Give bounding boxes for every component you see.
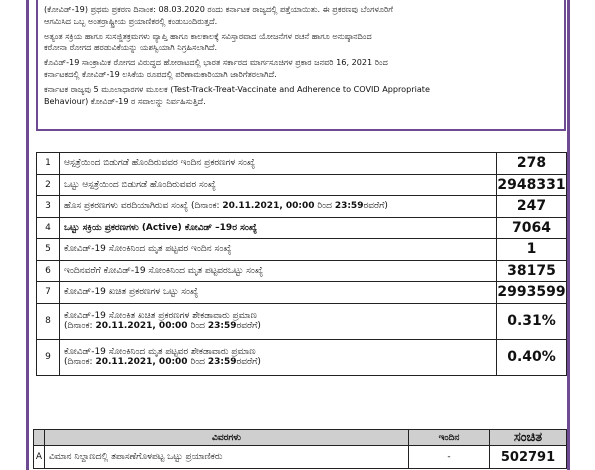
row-id: A (34, 446, 45, 469)
row-value: 278 (497, 153, 567, 175)
row-label: ಇಂದಿನವರೆಗೆ ಕೋವಿಡ್-19 ಸೋಂಕಿನಿಂದ ಮೃತ ಪಟ್ಟವರಒಟ್ಟು ಸಂಖ್ಯೆ (60, 260, 497, 282)
row-value: 7064 (497, 217, 567, 239)
label-subline (64, 357, 492, 367)
label-text: (ದಿನಾಂಕ: (64, 321, 96, 331)
table-row (37, 260, 567, 282)
row-number: 5 (37, 239, 60, 261)
details-table (33, 429, 567, 469)
header-cell: ವಿವರಗಳು (45, 430, 409, 446)
intro-line: ಕರೋನಾ ರೋಗದ ಹರಡುವಿಕೆಯನ್ನು ಯಶಸ್ವಿಯಾಗಿ ನಿಗ್ರಹಿಸಲಾಗಿದೆ. (44, 42, 218, 53)
row-number: 8 (37, 303, 60, 339)
label-text: ರಿಂದ (187, 321, 208, 331)
header-cell: ಇಂದಿನ (409, 430, 490, 446)
row-today: - (409, 446, 490, 469)
table-row (37, 174, 567, 196)
row-number: 2 (37, 174, 60, 196)
label-text: (ದಿನಾಂಕ: (64, 357, 96, 367)
label-subline (64, 321, 492, 331)
row-value: 247 (497, 196, 567, 218)
row-number: 6 (37, 260, 60, 282)
row-number: 1 (37, 153, 60, 175)
row-label (60, 303, 497, 339)
row-number: 9 (37, 339, 60, 375)
intro-line: Behaviour) ಕೋವಿಡ್-19 ರ ಸವಾಲನ್ನು ನಿರ್ವಹಿಸುತ್ತಿದೆ. (44, 95, 206, 106)
row-number: 4 (37, 217, 60, 239)
intro-box (36, 0, 566, 131)
time-text: 23:59 (207, 321, 237, 331)
table-row (37, 339, 567, 375)
row-label: ಕೋವಿಡ್-19 ಸೋಂಕಿನಿಂದ ಮೃತ ಪಟ್ಟವರ ಇಂದಿನ ಸಂಖ್ಯೆ (60, 239, 497, 261)
table-row (37, 303, 567, 339)
row-number: 3 (37, 196, 60, 218)
row-value: 2948331 (497, 174, 567, 196)
row-label: ಒಟ್ಟು ಆಸ್ಪತ್ರೆಯಿಂದ ಬಿಡುಗಡೆ ಹೊಂದಿರುವವರ ಸಂಖ್ಯೆ (60, 174, 497, 196)
row-value: 2993599 (497, 282, 567, 304)
table-header-row (34, 430, 567, 446)
stats-table (36, 152, 567, 376)
header-cell: ಸಂಚಿತ (490, 430, 567, 446)
date-text: 20.11.2021, 00:00 (95, 321, 188, 331)
row-label: ಆಸ್ಪತ್ರೆಯಿಂದ ಬಿಡುಗಡೆ ಹೊಂದಿರುವವರ ಇಂದಿನ ಪ್ರಕರಣಗಳ ಸಂಖ್ಯೆ (60, 153, 497, 175)
table-row (37, 239, 567, 261)
table-row (37, 196, 567, 218)
label-text: ಕೋವಿಡ್-19 ಸೋಂಕಿನಿಂದ ಮೃತ ಪಟ್ಟವರ ಶೇಕಡಾವಾರು ಪ್ರಮಾಣ (64, 347, 256, 357)
intro-line: ಆಗಮಿಸಿದ ಒಬ್ಬ ಅಂತರ್ರಾಷ್ಟ್ರೀಯ ಪ್ರಯಾಣಿಕರಲ್ಲಿ ಕಂಡುಬಂದಿರುತ್ತದೆ. (44, 15, 218, 26)
bold-label: ಒಟ್ಟು ಸಕ್ರಿಯ ಪ್ರಕರಣಗಳು (Active) ಕೋವಿಡ್ –19ರ ಸಂಖ್ಯೆ (64, 222, 258, 233)
label-text: ಹೊಸ ಪ್ರಕರಣಗಳು ವರದಿಯಾಗಿರುವ ಸಂಖ್ಯೆ (ದಿನಾಂಕ: (64, 201, 223, 212)
row-value: 38175 (497, 260, 567, 282)
intro-line: ಕರ್ನಾಟಕ ರಾಜ್ಯವು 5 ಮೂಲಾಧಾರಗಳ ಮೂಲಕ (Test-Track-Treat-Vaccinate and Adherence to COVID Appropriate (44, 83, 430, 94)
label-text: ರವರೆಗೆ) (236, 321, 261, 331)
label-text: ರಿಂದ (314, 201, 335, 212)
row-label (60, 196, 497, 218)
label-text: ರವರೆಗೆ) (236, 357, 261, 367)
date-text: 20.11.2021, 00:00 (95, 357, 188, 367)
row-cumulative: 502791 (490, 446, 567, 469)
row-number: 7 (37, 282, 60, 304)
row-value: 0.40% (497, 339, 567, 375)
intro-line: (ಕೋವಿಡ್-19) ಪ್ರಥಮ ಪ್ರಕರಣ ದಿನಾಂಕ: 08.03.2020 ರಂದು ಕರ್ನಾಟಕ ರಾಜ್ಯದಲ್ಲಿ ಪತ್ತೆಯಾಯಿತು. ಈ ಪ್ರಕರಣವು ಬೆಂಗಳೂರಿಗೆ (44, 4, 394, 14)
table-row (37, 282, 567, 304)
label-text: ರವರೆಗೆ) (363, 201, 388, 212)
row-label (60, 339, 497, 375)
intro-line: ಕೊವಿಡ್-19 ಸಾಂಕ್ರಾಮಿಕ ರೋಗದ ವಿರುದ್ಧದ ಹೋರಾಟದಲ್ಲಿ ಭಾರತ ಸರ್ಕಾರದ ಮಾರ್ಗಸೂಚಿಗಳ ಪ್ರಕಾರ ಜನವರಿ 16, 2021 ರಿಂದ (44, 57, 388, 68)
time-text: 23:59 (207, 357, 237, 367)
time-text: 23:59 (334, 201, 364, 212)
intro-line: ಅತ್ಯಂತ ಸಕ್ರಿಯ ಹಾಗೂ ಸುಸಜ್ಜಿತಕ್ರಮಗಳು ವ್ಯಾಪ್ತಿ ಹಾಗೂ ಕಾಲಕಾಲಕ್ಕೆ ಸವಿಸ್ತಾರವಾದ ಯೋಜನೆಗಳ ರಚನೆ ಹಾಗೂ ಅನುಷ್ಠಾನದಿಂದ (44, 30, 372, 41)
table-row (37, 153, 567, 175)
row-label: ಕೋವಿಡ್-19 ಖಚಿತ ಪ್ರಕರಣಗಳ ಒಟ್ಟು ಸಂಖ್ಯೆ (60, 282, 497, 304)
table-row (37, 217, 567, 239)
row-value: 1 (497, 239, 567, 261)
header-cell (34, 430, 45, 446)
intro-line: ಕರ್ನಾಟಕದಲ್ಲಿ ಕೋವಿಡ್-19 ಲಸಿಕೆಯ ರೂಪದಲ್ಲಿ ಪರಿಣಾಮಕಾರಿಯಾಗಿ ಜಾರಿಗೆತರಲಾಗಿದೆ. (44, 68, 277, 79)
label-text: ರಿಂದ (187, 357, 208, 367)
label-text: ಕೋವಿಡ್-19 ಸೋಂಕಿತ ಖಚಿತ ಪ್ರಕರಣಗಳ ಶೇಕಡಾವಾರು ಪ್ರಮಾಣ (64, 311, 257, 321)
date-text: 20.11.2021, 00:00 (222, 201, 315, 212)
row-label: ವಿಮಾನ ನಿಲ್ದಾಣದಲ್ಲಿ ತಪಾಸಣೆಗೊಳಪಟ್ಟ ಒಟ್ಟು ಪ್ರಯಾಣಿಕರು (45, 446, 409, 469)
row-value: 0.31% (497, 303, 567, 339)
table-row (34, 446, 567, 469)
row-label (60, 217, 497, 239)
